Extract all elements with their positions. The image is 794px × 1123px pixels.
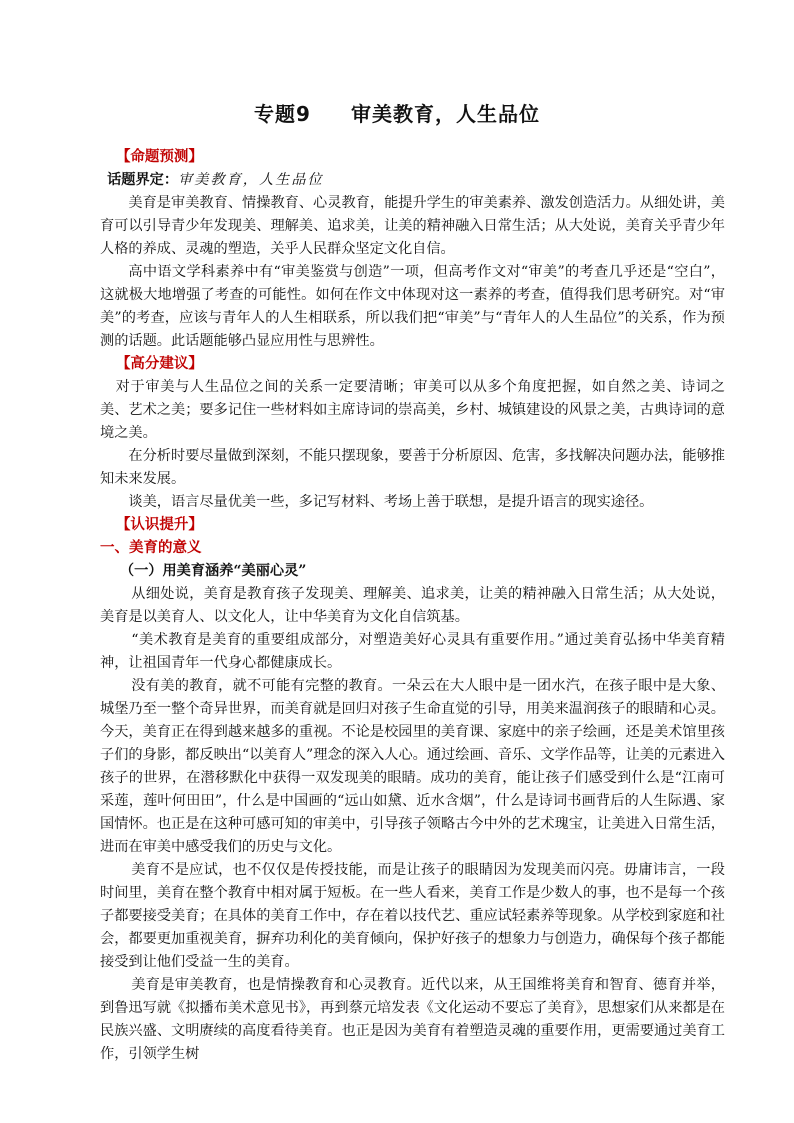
title-prefix: 专题9 xyxy=(254,102,311,126)
page-title xyxy=(0,98,794,127)
advice-paragraph-2: 在分析时要尽量做到深刻，不能只摆现象，要善于分析原因、危害，多找解决问题办法，能够推知未来发展。 xyxy=(100,448,725,487)
topic-definition xyxy=(100,169,725,192)
title-main: 审美教育，人生品位 xyxy=(350,102,540,126)
definition-label: 话题界定： xyxy=(107,172,179,188)
advice-paragraph-3: 谈美，语言尽量优美一些，多记写材料、考场上善于联想，是提升语言的现实途径。 xyxy=(128,494,654,510)
knowledge-paragraph-4: 美育不是应试，也不仅仅是传授技能，而是让孩子的眼睛因为发现美而闪亮。毋庸讳言，一段时间里，美育在整个教育中相对属于短板。在一些人看来，美育工作是少数人的事，也不是每一个孩子都要接受美育；在具体的美育工作中，存在着以技代艺、重应试轻素养等现象。从学校到家庭和社会，都要更加重视美育，摒弃功利化的美育倾向，保护好孩子的想象力与创造力，确保每个孩子都能接受到让他们受益一生的美育。 xyxy=(100,862,725,970)
prediction-paragraph-1: 美育是审美教育、情操教育、心灵教育，能提升学生的审美素养、激发创造活力。从细处讲，美育可以引导青少年发现美、理解美、追求美，让美的精神融入日常生活；从大处说，美育关乎青少年人格的养成、灵魂的塑造，关乎人民群众坚定文化自信。 xyxy=(100,195,725,257)
knowledge-paragraph-2: “美术教育是美育的重要组成部分，对塑造美好心灵具有重要作用。”通过美育弘扬中华美育精神，让祖国青年一代身心都健康成长。 xyxy=(100,632,725,671)
prediction-paragraph-2: 高中语文学科素养中有“审美鉴赏与创造”一项，但高考作文对“审美”的考查几乎还是“空白”，这就极大地增强了考查的可能性。如何在作文中体现对这一素养的考查，值得我们思考研究。对“审美”的考查，应该与青年人的人生相联系，所以我们把“审美”与“青年人的人生品位”的关系，作为预测的话题。此话题能够凸显应用性与思辨性。 xyxy=(100,264,725,349)
definition-value: 审美教育，人生品位 xyxy=(178,172,324,188)
section-heading-1: 一、美育的意义 xyxy=(100,540,202,556)
advice-tag: 【高分建议】 xyxy=(115,356,203,372)
section-heading-2: （一）用美育涵养“美丽心灵” xyxy=(119,563,307,579)
document-body xyxy=(100,146,725,1066)
knowledge-paragraph-1: 从细处说，美育是教育孩子发现美、理解美、追求美，让美的精神融入日常生活；从大处说，美育是以美育人、以文化人，让中华美育为文化自信筑基。 xyxy=(100,586,725,625)
knowledge-paragraph-5: 美育是审美教育，也是情操教育和心灵教育。近代以来，从王国维将美育和智育、德育并举，到鲁迅写就《拟播布美术意见书》，再到蔡元培发表《文化运动不要忘了美育》，思想家们从来都是在民族兴盛、文明赓续的高度看待美育。也正是因为美育有着塑造灵魂的重要作用，更需要通过美育工作，引领学生树 xyxy=(100,977,725,1062)
knowledge-tag: 【认识提升】 xyxy=(115,517,203,533)
prediction-tag: 【命题预测】 xyxy=(115,149,203,165)
knowledge-paragraph-3: 没有美的教育，就不可能有完整的教育。一朵云在大人眼中是一团水汽，在孩子眼中是大象、城堡乃至一整个奇异世界，而美育就是回归对孩子生命直觉的引导，用美来温润孩子的眼睛和心灵。今天，美育正在得到越来越多的重视。不论是校园里的美育课、家庭中的亲子绘画，还是美术馆里孩子们的身影，都反映出“以美育人”理念的深入人心。通过绘画、音乐、文学作品等，让美的元素进入孩子的世界，在潜移默化中获得一双发现美的眼睛。成功的美育，能让孩子们感受到什么是“江南可采莲，莲叶何田田”，什么是中国画的“远山如黛、近水含烟”，什么是诗词书画背后的人生际遇、家国情怀。也正是在这种可感可知的审美中，引导孩子领略古今中外的艺术瑰宝，让美进入日常生活，进而在审美中感受我们的历史与文化。 xyxy=(100,678,725,855)
advice-paragraph-1: 对于审美与人生品位之间的关系一定要清晰；审美可以从多个角度把握，如自然之美、诗词之美、艺术之美；要多记住一些材料如主席诗词的崇高美，乡村、城镇建设的风景之美，古典诗词的意境之美。 xyxy=(100,379,725,441)
